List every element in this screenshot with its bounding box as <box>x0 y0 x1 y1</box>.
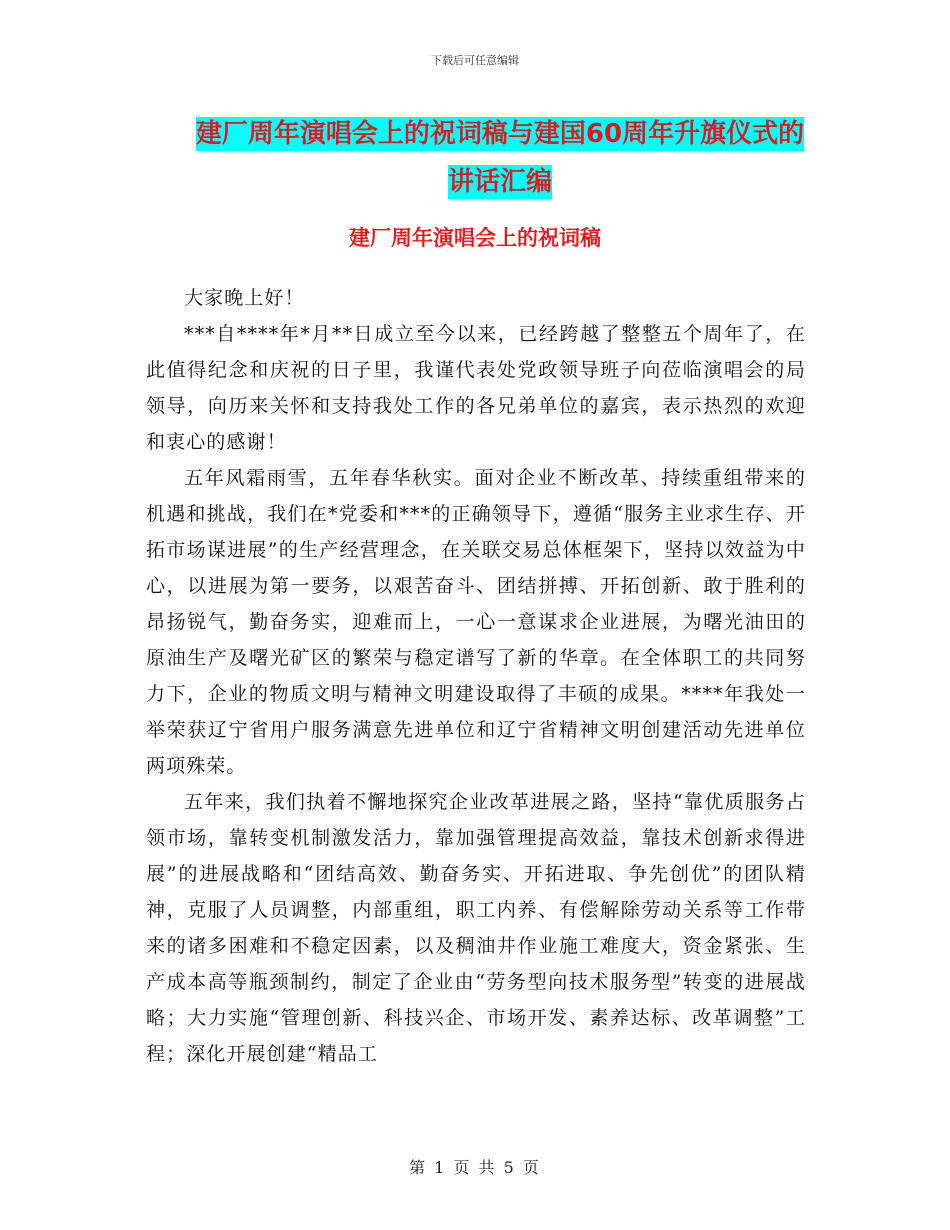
paragraph: 五年来，我们执着不懈地探究企业改革进展之路，坚持“靠优质服务占领市场，靠转变机制激发活力，靠加强管理提高效益，靠技术创新求得进展”的进展战略和“团结高效、勤奋务实、开拓进取、争先创优”的团队精神，克服了人员调整，内部重组，职工内养、有偿解除劳动关系等工作带来的诸多困难和不稳定因素，以及稠油井作业施工难度大，资金紧张、生产成本高等瓶颈制约，制定了企业由“劳务型向技术服务型”转变的进展战略；大力实施“管理创新、科技兴企、市场开发、素养达标、改革调整”工程；深化开展创建“精品工 <box>146 791 806 1065</box>
document-title-line-1: 建厂周年演唱会上的祝词稿与建国60周年升旗仪式的 <box>195 119 805 149</box>
page-footer: 第 1 页 共 5 页 <box>409 1158 541 1177</box>
paragraph-greeting: 大家晚上好！ <box>184 287 305 309</box>
paragraph: ***自****年*月**日成立至今以来，已经跨越了整整五个周年了，在此值得纪念和庆祝的日子里，我谨代表处党政领导班子向莅临演唱会的局领导，向历来关怀和支持我处工作的各兄弟单位的嘉宾，表示热烈的欢迎和衷心的感谢！ <box>146 323 806 453</box>
paragraph: 五年风霜雨雪，五年春华秋实。面对企业不断改革、持续重组带来的机遇和挑战，我们在*党委和***的正确领导下，遵循“服务主业求生存、开拓市场谋进展”的生产经营理念，在关联交易总体框架下，坚持以效益为中心，以进展为第一要务，以艰苦奋斗、团结拼搏、开拓创新、敢于胜利的昂扬锐气，勤奋务实，迎难而上，一心一意谋求企业进展，为曙光油田的原油生产及曙光矿区的繁荣与稳定谱写了新的华章。在全体职工的共同努力下，企业的物质文明与精神文明建设取得了丰硕的成果。****年我处一举荣获辽宁省用户服务满意先进单位和辽宁省精神文明创建活动先进单位两项殊荣。 <box>146 467 806 777</box>
document-title <box>150 110 850 206</box>
document-title-line-2: 讲话汇编 <box>447 167 552 197</box>
section-title: 建厂周年演唱会上的祝词稿 <box>349 226 601 250</box>
header-note: 下载后可任意编辑 <box>431 54 519 67</box>
body-text <box>146 280 806 1072</box>
